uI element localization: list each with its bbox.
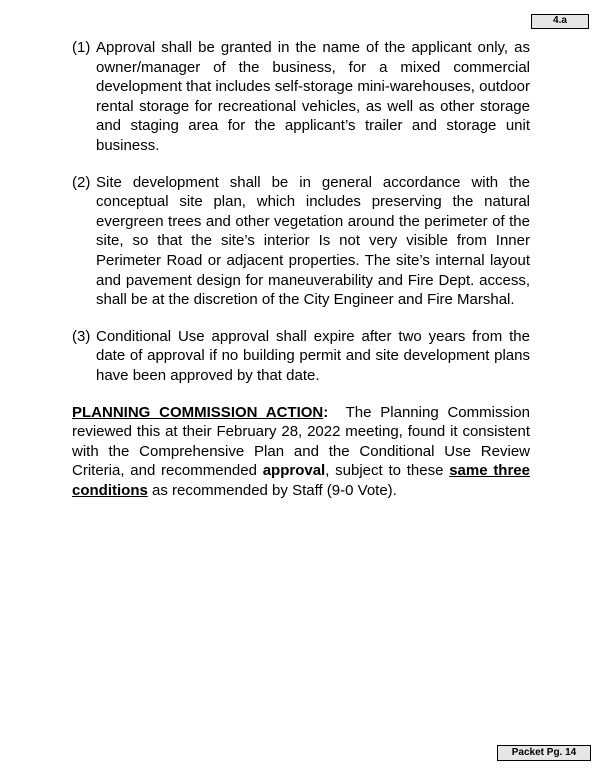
condition-1: [72, 38, 530, 156]
condition-text: Site development shall be in general accordance with the conceptual site plan, which includes preserving the natural evergreen trees and other vegetation around the perimeter of the site, so that the site’s interior Is not very visible from Inner Perimeter Road or adjacent properties. The site’s internal layout and pavement design for maneuverability and Fire Dept. access, shall be at the discretion of the City Engineer and Fire Marshal.: [96, 173, 530, 309]
action-heading-colon: :: [323, 403, 329, 421]
approval-emphasis: approval: [262, 462, 326, 480]
planning-commission-action: [72, 403, 535, 501]
action-text: , subject to these: [325, 462, 450, 480]
condition-2: [72, 173, 530, 310]
action-text: as recommended by Staff (9-0 Vote).: [147, 481, 397, 499]
condition-text: Approval shall be granted in the name of the applicant only, as owner/manager of the business, for a mixed commercial development that includes self-storage mini-warehouses, outdoor rental storage for recreational vehicles, as well as other storage and staging area for the applicant’s trailer and storage unit business.: [96, 39, 530, 154]
condition-text: Conditional Use approval shall expire after two years from the date of approval if no building permit and site development plans have been approved by that date.: [96, 327, 530, 384]
action-heading: PLANNING COMMISSION ACTION: [72, 403, 324, 421]
action-text: The Planning Commission reviewed this at their February 28, 2022 meeting, found it consistent with the Comprehensive Plan and the Conditional Use Review Criteria, and recommended: [72, 403, 535, 480]
packet-item-tag: 4.a: [531, 14, 589, 29]
document-body: [72, 38, 535, 500]
condition-number: (1): [72, 39, 91, 56]
condition-number: (2): [72, 173, 91, 191]
packet-page-tag: Packet Pg. 14: [497, 745, 591, 761]
condition-3: [72, 327, 530, 386]
same-conditions-emphasis: same three conditions: [72, 462, 530, 499]
condition-number: (3): [72, 327, 91, 345]
